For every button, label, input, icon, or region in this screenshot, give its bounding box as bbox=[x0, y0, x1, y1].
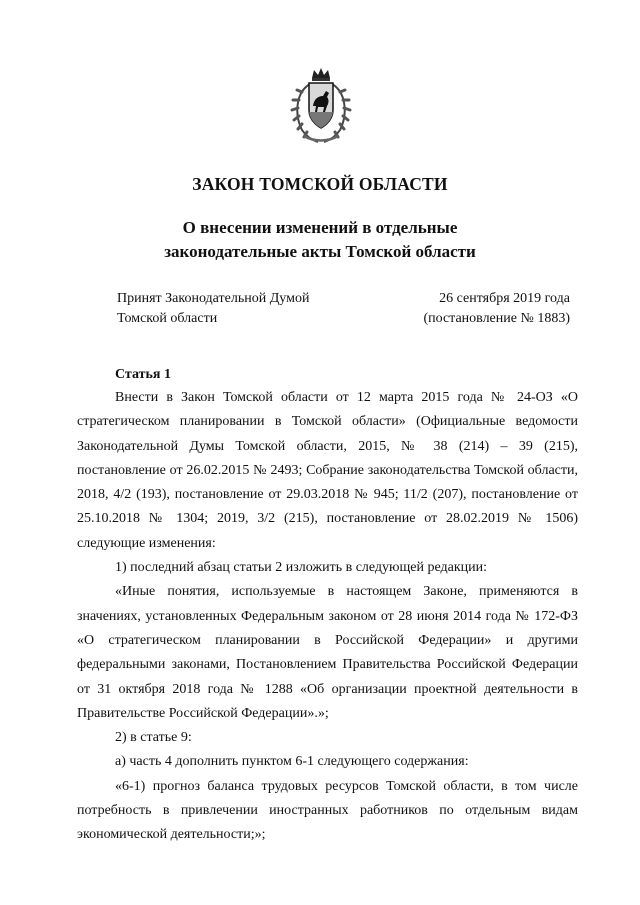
paragraph-amendment-intro: Внести в Закон Томской области от 12 марта 2015 года № 24-ОЗ «О стратегическом планировании в Томской области» (Официальные ведомости Законодательной Думы Томской области, 2015, № 38 (214) – 39 (215), постановление от 26.02.2015 № 2493; Собрание законодательства Томской области, 2018, 4/2 (193), постановление от 29.03.2018 № 945; 11/2 (207), постановление от 25.10.2018 № 1304; 2019, 3/2 (215), постановление от 28.02.2019 № 1506) следующие изменения: bbox=[77, 390, 578, 551]
coat-of-arms-icon bbox=[290, 66, 352, 146]
adoption-date-block bbox=[423, 289, 570, 329]
adopted-by-block bbox=[117, 289, 309, 329]
law-title: ЗАКОН ТОМСКОЙ ОБЛАСТИ bbox=[192, 174, 448, 194]
article-heading: Статья 1 bbox=[115, 367, 171, 382]
adopted-by-line-1: Принят Законодательной Думой bbox=[117, 291, 310, 306]
resolution-number: (постановление № 1883) bbox=[423, 311, 570, 326]
paragraph-item-1-text: «Иные понятия, используемые в настоящем Законе, применяются в значениях, установленных Федеральным законом от 28 июня 2014 года № 172-ФЗ «О стратегическом планировании в Российской Федерации» и другими федеральными законами, Постановлением Правительства Российской Федерации от 31 октября 2018 года № 1288 «Об организации проектной деятельности в Правительстве Российской Федерации».»; bbox=[77, 584, 578, 721]
paragraph-item-1: 1) последний абзац статьи 2 изложить в следующей редакции: bbox=[115, 560, 488, 576]
paragraph-item-2a-text: «6-1) прогноз баланса трудовых ресурсов Томской области, в том числе потребность в привлечении иностранных работников по отдельным видам экономической деятельности;»; bbox=[77, 778, 578, 843]
paragraph-item-2a: а) часть 4 дополнить пунктом 6-1 следующего содержания: bbox=[115, 754, 469, 770]
adoption-date: 26 сентября 2019 года bbox=[439, 291, 570, 306]
paragraph-item-2: 2) в статье 9: bbox=[115, 730, 192, 746]
law-subtitle-line-1: О внесении изменений в отдельные bbox=[182, 218, 458, 237]
adopted-by-line-2: Томской области bbox=[117, 311, 218, 326]
law-subtitle-line-2: законодательные акты Томской области bbox=[164, 242, 476, 261]
article-body bbox=[77, 386, 578, 848]
